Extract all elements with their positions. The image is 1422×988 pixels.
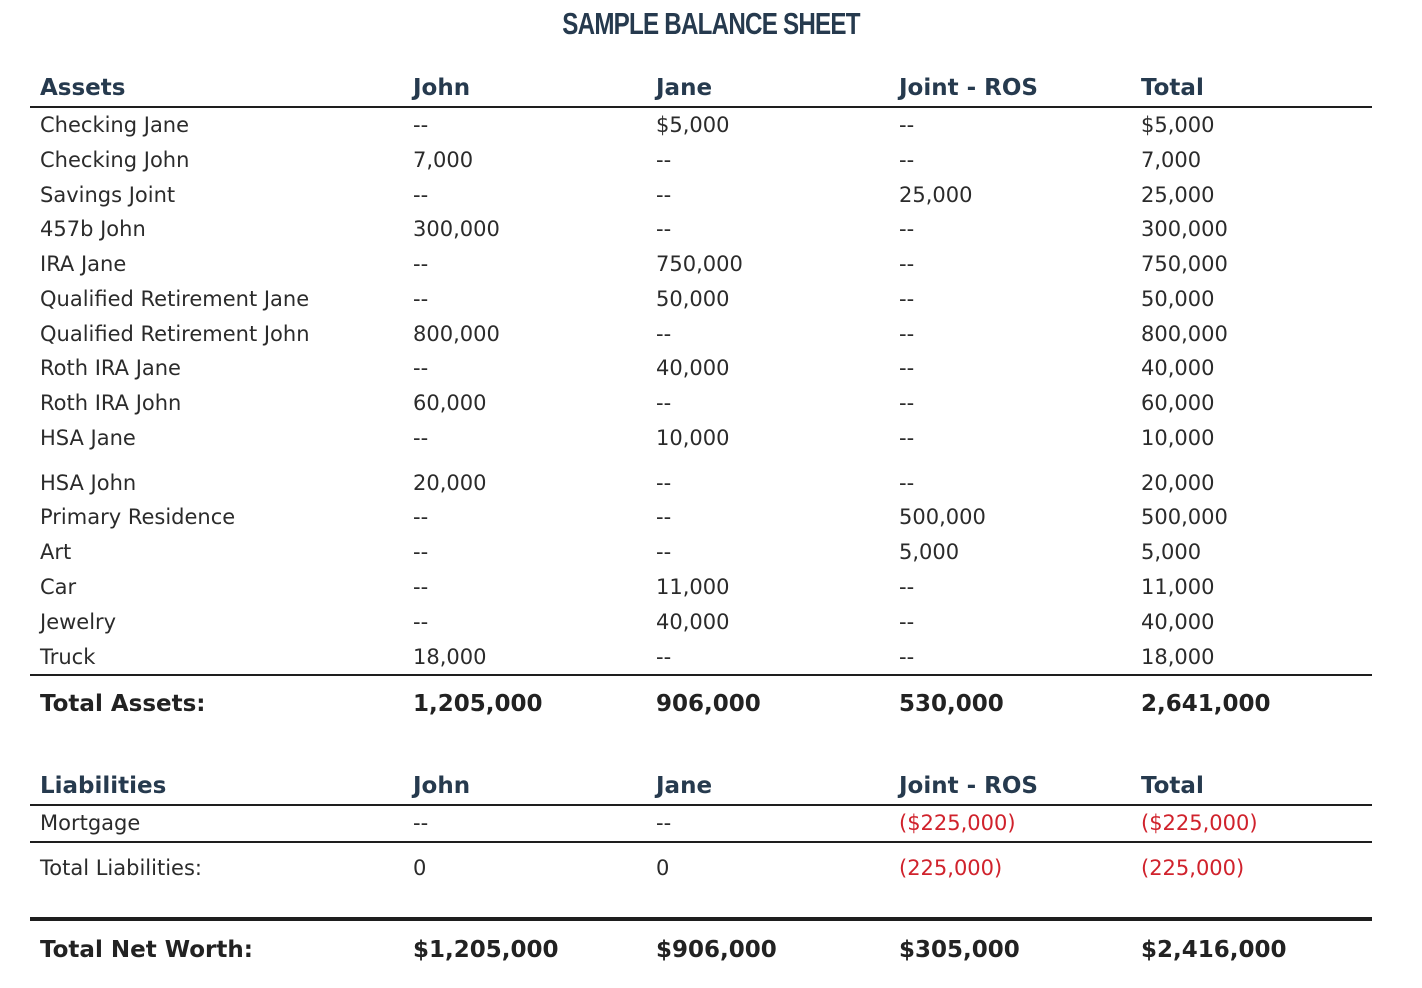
cell-value: -- [899, 287, 915, 311]
column-header: Jane [656, 773, 713, 799]
table-row [0, 108, 1422, 142]
net-worth-label: Total Net Worth: [40, 937, 253, 963]
cell-value: -- [413, 540, 429, 564]
cell-value: ($225,000) [1141, 811, 1258, 835]
cell-value: 500,000 [899, 505, 986, 529]
table-row [0, 570, 1422, 604]
row-label: Art [40, 540, 72, 564]
divider [30, 674, 1372, 676]
cell-value: 50,000 [656, 287, 730, 311]
cell-value: 300,000 [1141, 217, 1228, 241]
column-header: Total [1141, 75, 1204, 101]
cell-value: 40,000 [656, 356, 730, 380]
cell-value: ($225,000) [899, 811, 1016, 835]
net-worth-row [0, 933, 1422, 967]
cell-value: 7,000 [1141, 148, 1202, 172]
cell-value: -- [899, 113, 915, 137]
cell-value: 20,000 [1141, 471, 1215, 495]
page-title: SAMPLE BALANCE SHEET [562, 6, 860, 41]
cell-value: 7,000 [413, 148, 474, 172]
row-label: Jewelry [40, 610, 117, 634]
cell-value: -- [413, 252, 429, 276]
cell-value: 60,000 [1141, 391, 1215, 415]
table-row [0, 386, 1422, 420]
cell-value: 20,000 [413, 471, 487, 495]
cell-value: 18,000 [1141, 645, 1215, 669]
total-label: Total Assets: [40, 691, 206, 717]
net-worth-value: $1,205,000 [413, 937, 559, 963]
total-value: 1,205,000 [413, 691, 543, 717]
table-row [0, 605, 1422, 639]
cell-value: $5,000 [1141, 113, 1215, 137]
cell-value: -- [413, 811, 429, 835]
cell-value: 750,000 [1141, 252, 1228, 276]
row-label: IRA Jane [40, 252, 127, 276]
row-label: Qualified Retirement John [40, 322, 310, 346]
cell-value: 25,000 [899, 183, 973, 207]
row-label: 457b John [40, 217, 146, 241]
table-row [0, 466, 1422, 500]
row-label: Checking Jane [40, 113, 190, 137]
row-label: Roth IRA John [40, 391, 182, 415]
cell-value: 800,000 [413, 322, 500, 346]
divider [30, 917, 1372, 921]
row-label: Qualified Retirement Jane [40, 287, 310, 311]
column-header: John [413, 75, 471, 101]
cell-value: -- [656, 505, 672, 529]
cell-value: -- [899, 217, 915, 241]
cell-value: -- [899, 391, 915, 415]
cell-value: 40,000 [656, 610, 730, 634]
column-header: Joint - ROS [899, 773, 1038, 799]
table-row [0, 247, 1422, 281]
column-header: Liabilities [40, 773, 167, 799]
table-row [0, 143, 1422, 177]
column-header: Joint - ROS [899, 75, 1038, 101]
row-label: Savings Joint [40, 183, 176, 207]
cell-value: -- [656, 645, 672, 669]
cell-value: 40,000 [1141, 610, 1215, 634]
cell-value: 500,000 [1141, 505, 1228, 529]
cell-value: -- [656, 391, 672, 415]
cell-value: -- [656, 322, 672, 346]
cell-value: 300,000 [413, 217, 500, 241]
total-assets-row [0, 687, 1422, 721]
total-value: 530,000 [899, 691, 1004, 717]
cell-value: -- [656, 148, 672, 172]
cell-value: -- [413, 356, 429, 380]
cell-value: 10,000 [1141, 426, 1215, 450]
column-header: Jane [656, 75, 713, 101]
cell-value: -- [899, 610, 915, 634]
cell-value: 5,000 [1141, 540, 1202, 564]
cell-value: $5,000 [656, 113, 730, 137]
row-label: Primary Residence [40, 505, 236, 529]
column-header: John [413, 773, 471, 799]
cell-value: -- [656, 811, 672, 835]
table-row [0, 178, 1422, 212]
total-value: 0 [656, 856, 670, 880]
assets-header-row [0, 71, 1422, 105]
net-worth-value: $305,000 [899, 937, 1020, 963]
cell-value: 18,000 [413, 645, 487, 669]
row-label: Checking John [40, 148, 190, 172]
cell-value: -- [899, 322, 915, 346]
net-worth-value: $906,000 [656, 937, 777, 963]
cell-value: 10,000 [656, 426, 730, 450]
cell-value: -- [413, 610, 429, 634]
divider [30, 841, 1372, 843]
cell-value: -- [899, 575, 915, 599]
row-label: Car [40, 575, 77, 599]
row-label: Mortgage [40, 811, 141, 835]
cell-value: 5,000 [899, 540, 960, 564]
cell-value: 800,000 [1141, 322, 1228, 346]
table-row [0, 640, 1422, 674]
cell-value: -- [413, 575, 429, 599]
row-label: HSA John [40, 471, 137, 495]
cell-value: -- [413, 426, 429, 450]
total-value: (225,000) [1141, 856, 1245, 880]
table-row [0, 535, 1422, 569]
table-row [0, 317, 1422, 351]
total-value: 906,000 [656, 691, 761, 717]
cell-value: -- [656, 540, 672, 564]
total-value: (225,000) [899, 856, 1003, 880]
column-header: Assets [40, 75, 126, 101]
cell-value: -- [899, 356, 915, 380]
net-worth-value: $2,416,000 [1141, 937, 1287, 963]
cell-value: -- [656, 217, 672, 241]
cell-value: 11,000 [1141, 575, 1215, 599]
row-label: Roth IRA Jane [40, 356, 181, 380]
cell-value: -- [899, 645, 915, 669]
total-label: Total Liabilities: [40, 856, 202, 880]
cell-value: -- [413, 113, 429, 137]
total-value: 2,641,000 [1141, 691, 1271, 717]
cell-value: -- [656, 183, 672, 207]
cell-value: 60,000 [413, 391, 487, 415]
cell-value: -- [413, 505, 429, 529]
cell-value: 50,000 [1141, 287, 1215, 311]
cell-value: -- [413, 183, 429, 207]
table-row [0, 421, 1422, 455]
liabilities-header-row [0, 769, 1422, 803]
total-liabilities-row [0, 851, 1422, 885]
cell-value: 40,000 [1141, 356, 1215, 380]
table-row [0, 282, 1422, 316]
cell-value: 25,000 [1141, 183, 1215, 207]
cell-value: -- [899, 148, 915, 172]
table-row [0, 500, 1422, 534]
table-row [0, 806, 1422, 840]
cell-value: -- [656, 471, 672, 495]
cell-value: 750,000 [656, 252, 743, 276]
cell-value: 11,000 [656, 575, 730, 599]
row-label: HSA Jane [40, 426, 136, 450]
table-row [0, 212, 1422, 246]
column-header: Total [1141, 773, 1204, 799]
row-label: Truck [40, 645, 96, 669]
cell-value: -- [899, 426, 915, 450]
table-row [0, 351, 1422, 385]
cell-value: -- [899, 252, 915, 276]
cell-value: -- [899, 471, 915, 495]
total-value: 0 [413, 856, 427, 880]
cell-value: -- [413, 287, 429, 311]
